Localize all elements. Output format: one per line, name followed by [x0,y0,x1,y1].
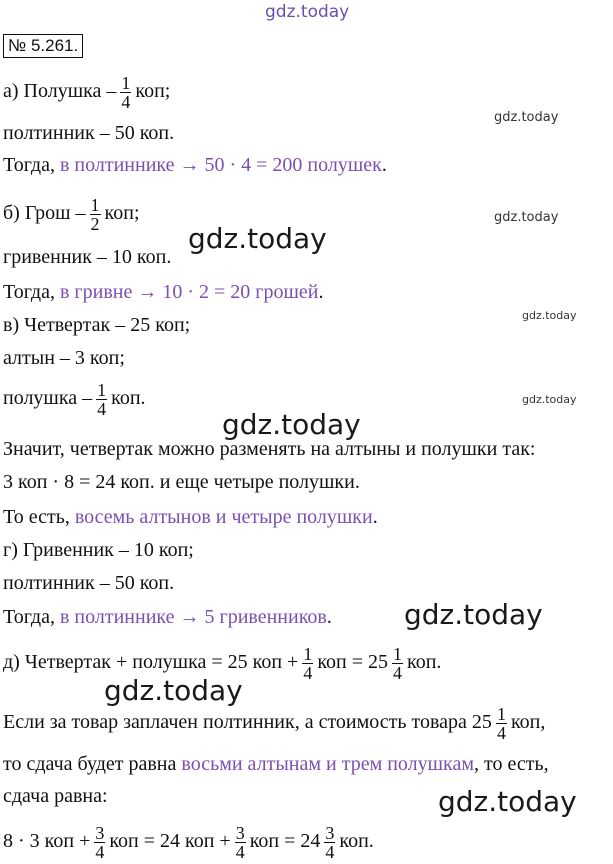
watermark: gdz.today [222,408,361,441]
watermark: gdz.today [438,785,577,818]
problem-number: № 5.261. [3,34,83,58]
part-d-line-3: то сдача будет равна восьми алтынам и трем полушкам, то есть, [3,753,549,775]
fraction: $\frac{1}{4}$ [393,644,403,683]
fraction: $\frac{1}{4}$ [303,644,313,683]
part-b-line-3: Тогда, в гривне → 10 · 2 = 20 грошей. [3,281,324,303]
fraction: $\frac{1}{2}$ [90,195,100,234]
part-d-line-5: 8 · 3 коп + $\frac{3}{4}$ коп = 24 коп + $\frac{3}{4}$ коп = 24 $\frac{3}{4}$ коп. [3,823,374,862]
fraction: $\frac{1}{4}$ [496,704,506,743]
part-v-line-5: 3 коп · 8 = 24 коп. и еще четыре полушки. [3,471,360,493]
part-v-line-4: Значит, четвертак можно разменять на алтыны и полушки так: [3,438,536,460]
part-d-line-4: сдача равна: [3,785,108,807]
part-d-line-2: Если за товар заплачен полтинник, а стоимость товара 25 $\frac{1}{4}$ коп, [3,704,546,743]
part-a-line-2: полтинник – 50 коп. [3,122,175,144]
watermark: gdz.today [522,309,577,322]
part-b-line-2: гривенник – 10 коп. [3,246,172,268]
fraction: $\frac{3}{4}$ [235,823,245,862]
part-g-line-3: Тогда, в полтиннике → 5 гривенников. [3,606,332,628]
part-a-line-1: а) Полушка – $\frac{1}{4}$ коп; [3,73,171,112]
watermark: gdz.today [494,110,559,125]
part-v-line-2: алтын – 3 коп; [3,347,125,369]
fraction: $\frac{3}{4}$ [95,823,105,862]
watermark: gdz.today [188,222,327,255]
part-v-line-3: полушка – $\frac{1}{4}$ коп. [3,380,146,419]
watermark: gdz.today [404,598,543,631]
part-g-line-1: г) Гривенник – 10 коп; [3,539,194,561]
part-d-line-1: д) Четвертак + полушка = 25 коп + $\frac{1}{4}$ коп = 25 $\frac{1}{4}$ коп. [3,644,442,683]
fraction: $\frac{1}{4}$ [121,73,131,112]
watermark: gdz.today [104,674,243,707]
watermark: gdz.today [494,210,559,225]
watermark: gdz.today [522,393,577,406]
part-b-line-1: б) Грош – $\frac{1}{2}$ коп; [3,195,140,234]
part-a-line-3: Тогда, в полтиннике → 50 · 4 = 200 полушек. [3,154,387,176]
fraction: $\frac{3}{4}$ [325,823,335,862]
watermark: gdz.today [265,2,350,22]
part-g-line-2: полтинник – 50 коп. [3,572,175,594]
part-v-line-6: То есть, восемь алтынов и четыре полушки. [3,506,378,528]
part-v-line-1: в) Четвертак – 25 коп; [3,314,191,336]
fraction: $\frac{1}{4}$ [97,380,107,419]
